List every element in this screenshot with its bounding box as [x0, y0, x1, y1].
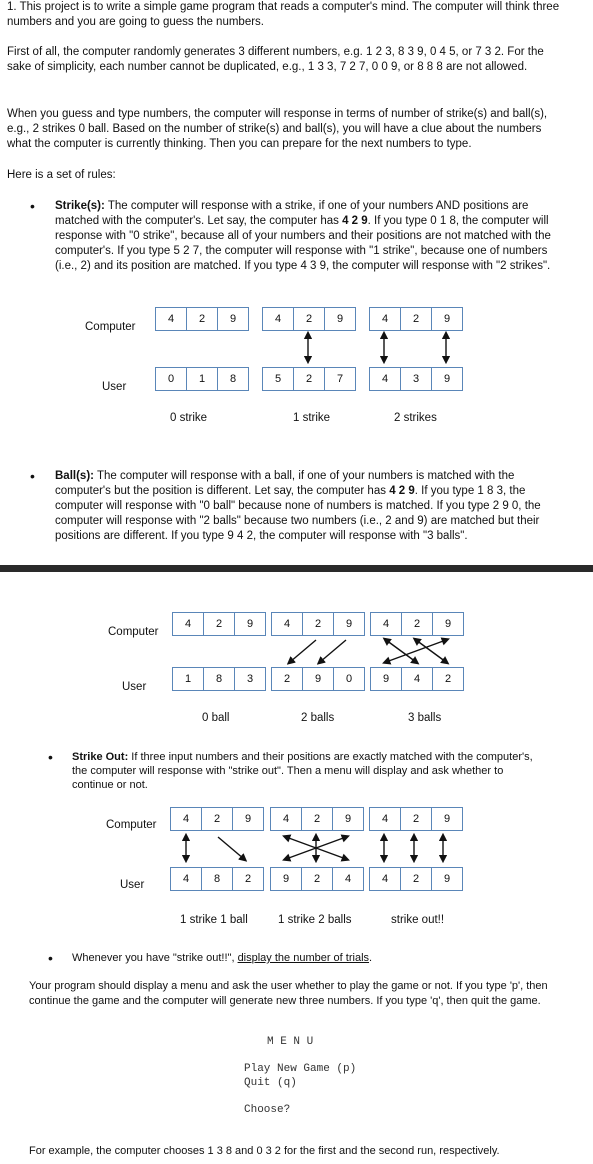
digit: 4: [156, 308, 187, 330]
digit: 4: [344, 873, 352, 885]
digit: 4: [272, 613, 303, 635]
digit: 4: [370, 308, 401, 330]
digit: 9: [443, 873, 451, 885]
ball-rule-text-2: . If you type 1 8 3, the computer will response with "0 ball" because none of numbers is matched. If you type 2 9 0, the computer will response with "2 balls" because two numbers (i.e., 2 and 9) are matched but their positions are different. If you type 9 4 2, the computer will response with "3 balls".: [55, 485, 541, 542]
digit: 9: [444, 618, 452, 630]
user-label: User: [120, 879, 145, 891]
digit: 9: [246, 618, 254, 630]
result-caption: 0 ball: [202, 712, 230, 724]
digit: 0: [156, 368, 187, 390]
trials-link: display the number of trials: [237, 952, 370, 964]
ball-rule-title: Ball(s):: [55, 470, 94, 482]
intro-paragraph-2: First of all, the computer randomly generates 3 different numbers, e.g. 1 2 3, 8 3 9, 0 4 5, or 7 3 2. For the sake of simplicity, each number cannot be duplicated, e.g., 1 3 3, 7 2 7, 0 0 9, or 8 8 8 are not allowed.: [7, 46, 544, 73]
digit: 4: [171, 868, 202, 890]
computer-label: Computer: [108, 626, 159, 638]
digit: 3: [401, 368, 432, 390]
digit: 2: [302, 868, 333, 890]
computer-number-box: [170, 807, 264, 831]
digit: 9: [443, 813, 451, 825]
strikeout-rule-text: If three input numbers and their positions are exactly matched with the computer's, the computer will response with "strike out". Then a menu will display and ask whether to continue or not.: [72, 751, 533, 791]
digit: 4: [271, 808, 302, 830]
digit: 2: [303, 613, 334, 635]
digit: 9: [443, 313, 451, 325]
digit: 9: [303, 668, 334, 690]
digit: 4: [402, 668, 433, 690]
digit: 2: [204, 613, 235, 635]
bullet: •: [48, 749, 53, 765]
digit: 1: [187, 368, 218, 390]
digit: 4: [370, 868, 401, 890]
strike-rule-highlight: 4 2 9: [342, 215, 368, 227]
intro-paragraph-1: 1. This project is to write a simple game program that reads a computer's mind. The computer will think three numbers and you are going to guess the numbers.: [7, 1, 560, 28]
bullet: •: [48, 950, 53, 966]
digit: 4: [171, 808, 202, 830]
menu-play-option: Play New Game (p): [244, 1063, 357, 1075]
digit: 2: [401, 868, 432, 890]
trials-end: .: [369, 952, 373, 964]
digit: 7: [336, 373, 344, 385]
digit: 4: [173, 613, 204, 635]
user-number-box: [270, 867, 364, 891]
digit: 8: [202, 868, 233, 890]
digit: 2: [294, 308, 325, 330]
result-caption: 0 strike: [170, 412, 208, 424]
arrow: [320, 640, 346, 662]
intro-paragraph-3: When you guess and type numbers, the computer will response in terms of number of strike(s) and ball(s), e.g., 2 strikes 0 ball. Based on the number of strike(s) and ball(s), you will have a clue about the numbers what the computer is currently thinking. Then you can prepare for the next numbers to type.: [7, 108, 548, 150]
example-text: For example, the computer chooses 1 3 8 and 0 3 2 for the first and the second run, respectively.: [29, 1145, 500, 1157]
menu-title: M E N U: [267, 1036, 314, 1048]
user-number-box: [370, 667, 464, 691]
digit: 9: [244, 813, 252, 825]
ball-rule: [55, 469, 565, 544]
result-caption: 2 strikes: [394, 412, 437, 424]
digit: 9: [229, 313, 237, 325]
digit: 0: [345, 673, 353, 685]
digit: 9: [443, 373, 451, 385]
result-caption: 1 strike 1 ball: [180, 914, 248, 926]
result-caption: 3 balls: [408, 712, 442, 724]
digit: 4: [370, 808, 401, 830]
digit: 9: [344, 813, 352, 825]
strike-rule-title: Strike(s):: [55, 200, 105, 212]
digit: 2: [202, 808, 233, 830]
digit: 2: [401, 308, 432, 330]
digit: 2: [302, 808, 333, 830]
ball-rule-text: The computer will response with a ball, if one of your numbers is matched with the computer's but the position is different. Let say, the computer has: [55, 470, 515, 497]
digit: 4: [371, 613, 402, 635]
digit: 4: [370, 368, 401, 390]
user-number-box: [369, 867, 463, 891]
computer-number-box: [369, 807, 463, 831]
digit: 2: [444, 673, 452, 685]
computer-number-box: [270, 807, 364, 831]
computer-number-box: [172, 612, 266, 636]
strikeout-rule: [72, 750, 537, 792]
digit: 2: [244, 873, 252, 885]
digit: 2: [187, 308, 218, 330]
digit: 8: [229, 373, 237, 385]
arrow: [290, 640, 316, 662]
intro-paragraph-4: Here is a set of rules:: [7, 169, 116, 181]
page-divider: [0, 565, 593, 572]
result-caption: 1 strike 2 balls: [278, 914, 352, 926]
digit: 2: [272, 668, 303, 690]
computer-label: Computer: [106, 819, 157, 831]
user-label: User: [122, 681, 147, 693]
strikeout-rule-title: Strike Out:: [72, 751, 129, 763]
user-number-box: [271, 667, 365, 691]
computer-number-box: [271, 612, 365, 636]
result-caption: 1 strike: [293, 412, 331, 424]
bullet: •: [30, 468, 35, 484]
digit: 1: [173, 668, 204, 690]
trials-text: Whenever you have "strike out!!",: [72, 952, 238, 964]
bullet: •: [30, 198, 35, 214]
menu-choose-prompt: Choose?: [244, 1104, 291, 1116]
user-number-box: [172, 667, 266, 691]
strike-rule-text-2: . If you type 0 1 8, the computer will response with "0 strike", because all of your numbers and their positions are not matched with the computer's. If you type 5 2 7, the computer will response with "1 strike", because one of numbers (i.e., 2) and its position are matched. If you type 4 3 9, the computer will response with "2 strikes".: [55, 215, 551, 272]
user-number-box: [170, 867, 264, 891]
digit: 4: [263, 308, 294, 330]
digit: 9: [371, 668, 402, 690]
double-arrow: [386, 640, 416, 662]
digit: 3: [246, 673, 254, 685]
menu-description: Your program should display a menu and ask the user whether to play the game or not. If you type 'p', then continue the game and the computer will generate new three numbers. If you type 'q', then quit the game.: [29, 980, 548, 1007]
computer-number-box: [370, 612, 464, 636]
digit: 9: [336, 313, 344, 325]
menu-quit-option: Quit (q): [244, 1077, 297, 1089]
digit: 8: [204, 668, 235, 690]
result-caption: 2 balls: [301, 712, 335, 724]
trials-note: [72, 951, 552, 966]
user-label: User: [102, 381, 127, 393]
digit: 9: [271, 868, 302, 890]
strike-rule-text: The computer will response with a strike, if one of your numbers AND positions are matched with the computer's. Let say, the computer has: [55, 200, 529, 227]
double-arrow: [416, 640, 446, 662]
ball-rule-highlight: 4 2 9: [389, 485, 415, 497]
digit: 2: [294, 368, 325, 390]
arrow: [218, 837, 244, 859]
computer-label: Computer: [85, 321, 136, 333]
digit: 2: [402, 613, 433, 635]
double-arrow: [386, 640, 446, 662]
result-caption: strike out!!: [391, 914, 445, 926]
digit: 5: [263, 368, 294, 390]
digit: 9: [345, 618, 353, 630]
digit: 2: [401, 808, 432, 830]
